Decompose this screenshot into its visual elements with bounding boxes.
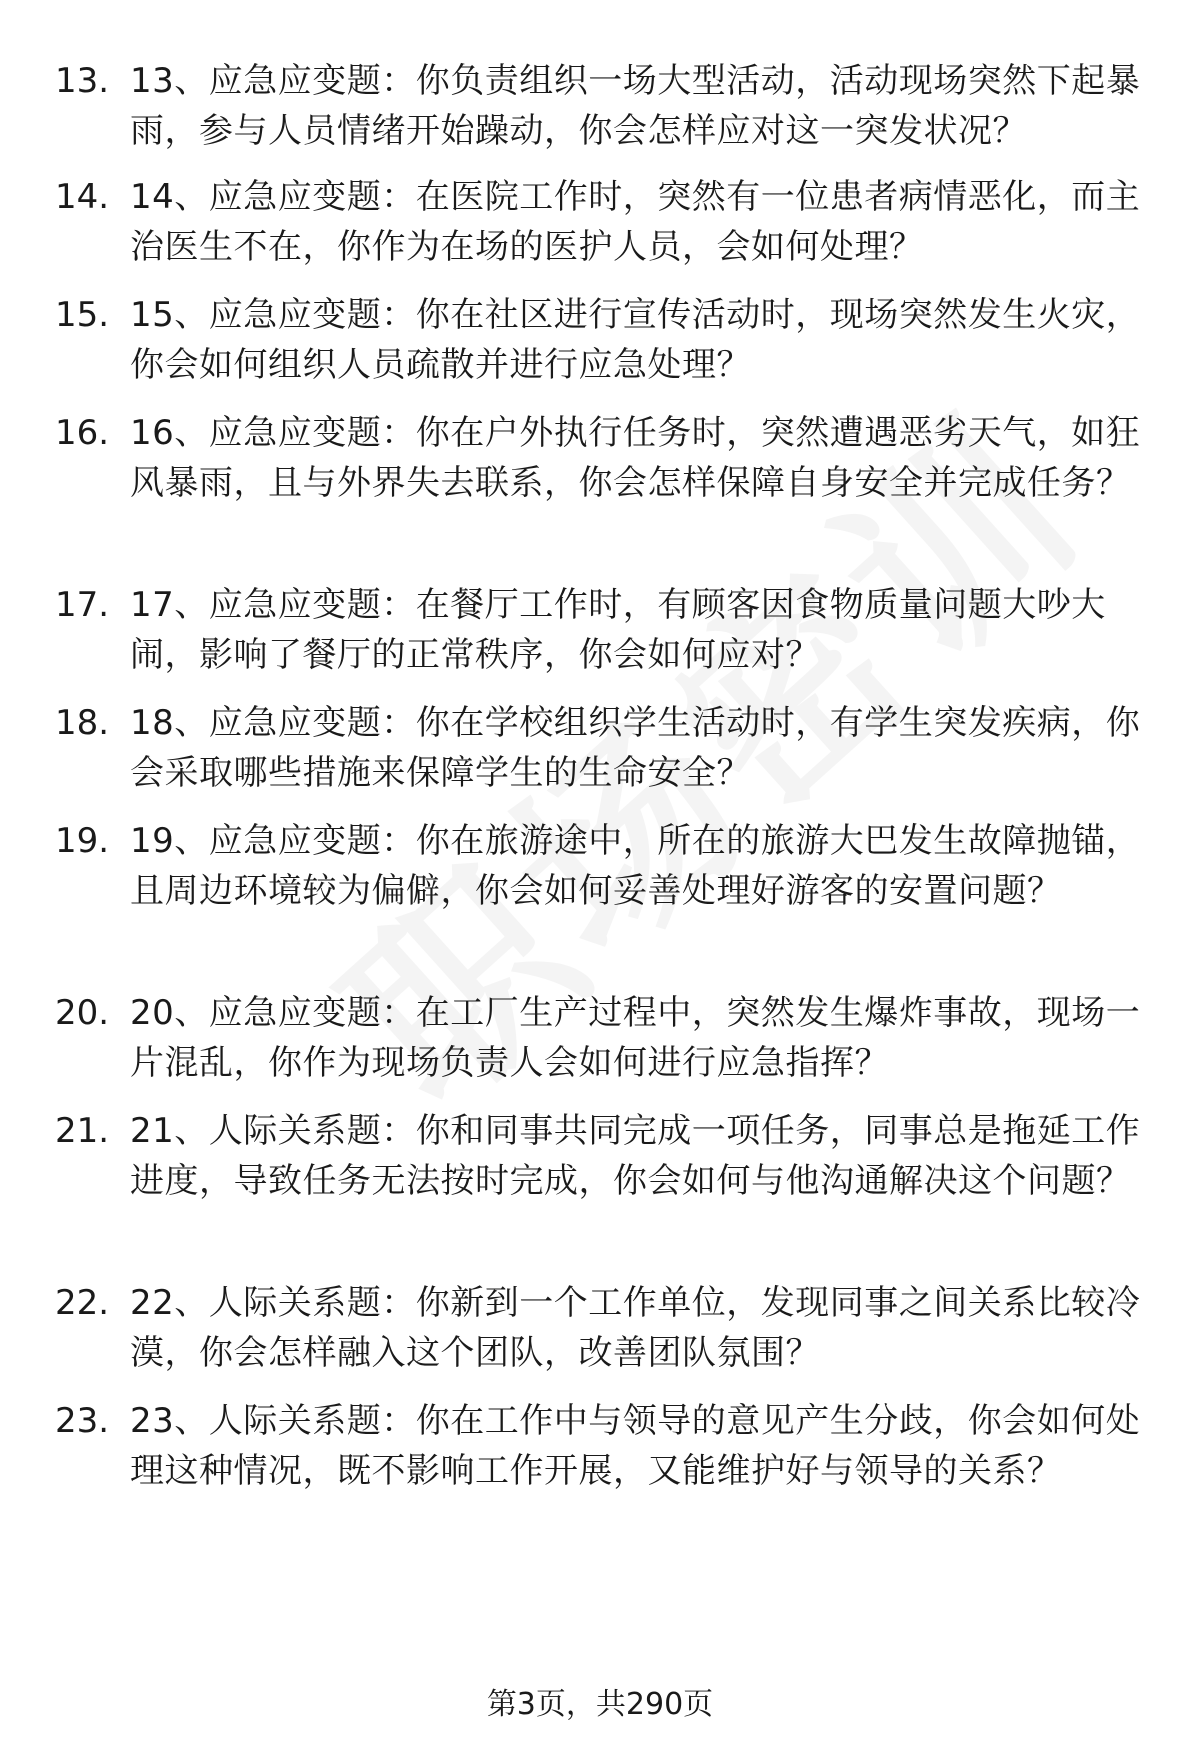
question-text: 16、应急应变题：你在户外执行任务时，突然遭遇恶劣天气，如狂风暴雨，且与外界失去联系，你会怎样保障自身安全并完成任务？ bbox=[130, 413, 1141, 503]
question-text: 17、应急应变题：在餐厅工作时，有顾客因食物质量问题大吵大闹，影响了餐厅的正常秩序，你会如何应对？ bbox=[130, 585, 1106, 675]
question-number: 13. bbox=[55, 61, 110, 101]
question-text: 21、人际关系题：你和同事共同完成一项任务，同事总是拖延工作进度，导致任务无法按时完成，你会如何与他沟通解决这个问题？ bbox=[130, 1111, 1141, 1201]
question-number: 21. bbox=[55, 1111, 110, 1151]
question-number: 14. bbox=[55, 177, 110, 217]
question-text: 15、应急应变题：你在社区进行宣传活动时，现场突然发生火灾，你会如何组织人员疏散并进行应急处理？ bbox=[130, 295, 1141, 385]
question-text: 18、应急应变题：你在学校组织学生活动时，有学生突发疾病，你会采取哪些措施来保障学生的生命安全？ bbox=[130, 703, 1141, 793]
question-number: 18. bbox=[55, 703, 110, 743]
question-text: 19、应急应变题：你在旅游途中，所在的旅游大巴发生故障抛锚，且周边环境较为偏僻，你会如何妥善处理好游客的安置问题？ bbox=[130, 821, 1141, 911]
question-text: 22、人际关系题：你新到一个工作单位，发现同事之间关系比较冷漠，你会怎样融入这个团队，改善团队氛围？ bbox=[130, 1283, 1141, 1373]
question-text: 23、人际关系题：你在工作中与领导的意见产生分歧，你会如何处理这种情况，既不影响工作开展，又能维护好与领导的关系？ bbox=[130, 1401, 1141, 1491]
question-number: 17. bbox=[55, 585, 110, 625]
question-text: 20、应急应变题：在工厂生产过程中，突然发生爆炸事故，现场一片混乱，你作为现场负责人会如何进行应急指挥？ bbox=[130, 993, 1141, 1083]
question-number: 20. bbox=[55, 993, 110, 1033]
question-number: 22. bbox=[55, 1283, 110, 1323]
page-footer: 第3页，共290页 bbox=[486, 1687, 714, 1722]
question-text: 13、应急应变题：你负责组织一场大型活动，活动现场突然下起暴雨，参与人员情绪开始躁动，你会怎样应对这一突发状况？ bbox=[130, 61, 1141, 151]
question-number: 16. bbox=[55, 413, 110, 453]
question-number: 15. bbox=[55, 295, 110, 335]
question-number: 23. bbox=[55, 1401, 110, 1441]
question-number: 19. bbox=[55, 821, 110, 861]
question-text: 14、应急应变题：在医院工作时，突然有一位患者病情恶化，而主治医生不在，你作为在场的医护人员，会如何处理？ bbox=[130, 177, 1141, 267]
